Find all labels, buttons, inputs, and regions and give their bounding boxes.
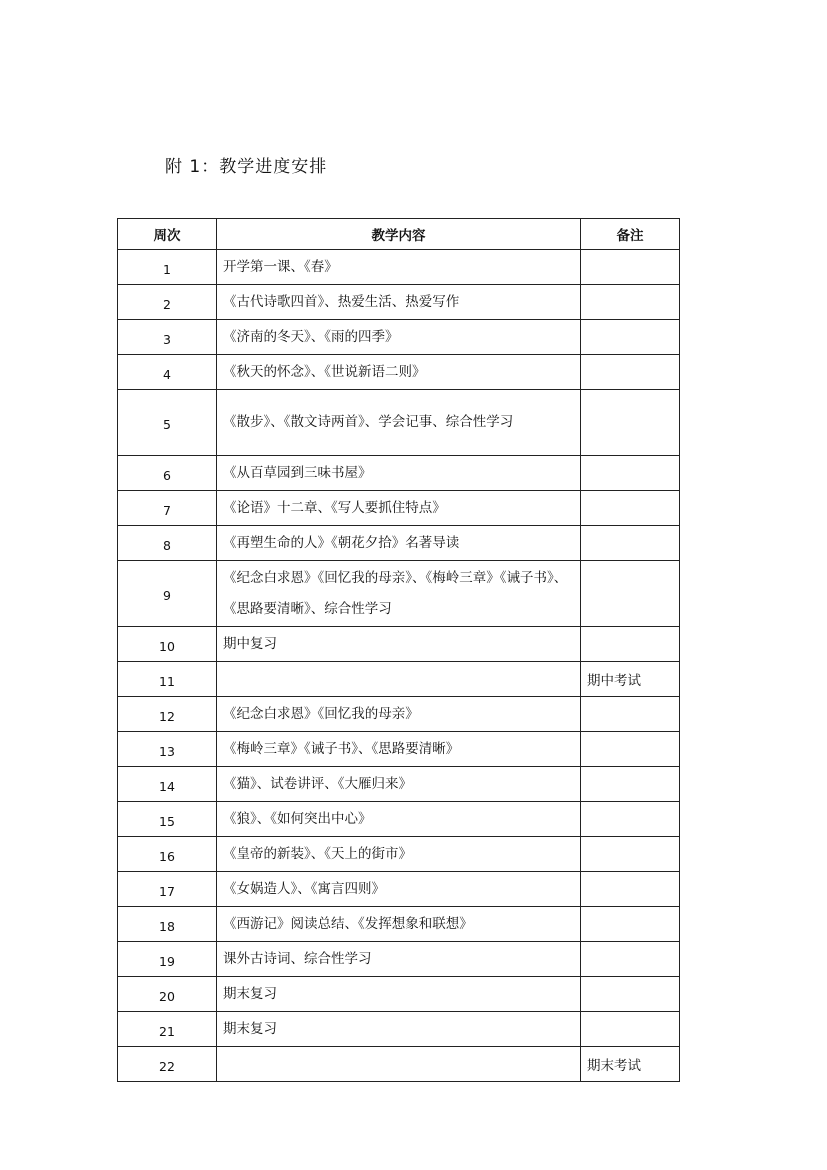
week-cell: 2 bbox=[118, 285, 217, 320]
note-cell bbox=[581, 977, 680, 1012]
table-row bbox=[118, 942, 680, 977]
header-note: 备注 bbox=[581, 219, 680, 250]
content-cell bbox=[217, 662, 581, 697]
note-cell bbox=[581, 355, 680, 390]
note-cell bbox=[581, 802, 680, 837]
table-row bbox=[118, 1012, 680, 1047]
week-cell: 8 bbox=[118, 526, 217, 561]
content-cell: 《古代诗歌四首》、热爱生活、热爱写作 bbox=[217, 285, 581, 320]
week-cell: 15 bbox=[118, 802, 217, 837]
content-cell: 《狼》、《如何突出中心》 bbox=[217, 802, 581, 837]
content-cell: 《从百草园到三味书屋》 bbox=[217, 456, 581, 491]
content-cell: 开学第一课、《春》 bbox=[217, 250, 581, 285]
content-cell: 《论语》十二章、《写人要抓住特点》 bbox=[217, 491, 581, 526]
table-row bbox=[118, 697, 680, 732]
week-cell: 16 bbox=[118, 837, 217, 872]
week-cell: 17 bbox=[118, 872, 217, 907]
week-cell: 18 bbox=[118, 907, 217, 942]
table-row bbox=[118, 491, 680, 526]
note-cell bbox=[581, 250, 680, 285]
content-cell bbox=[217, 1047, 581, 1082]
content-cell: 期末复习 bbox=[217, 1012, 581, 1047]
week-cell: 22 bbox=[118, 1047, 217, 1082]
week-cell: 12 bbox=[118, 697, 217, 732]
week-cell: 21 bbox=[118, 1012, 217, 1047]
table-body bbox=[118, 250, 680, 1082]
note-cell bbox=[581, 767, 680, 802]
week-cell: 7 bbox=[118, 491, 217, 526]
week-cell: 9 bbox=[118, 561, 217, 627]
note-cell bbox=[581, 285, 680, 320]
note-cell bbox=[581, 456, 680, 491]
note-cell bbox=[581, 697, 680, 732]
table-row bbox=[118, 767, 680, 802]
content-cell: 《皇帝的新装》、《天上的街市》 bbox=[217, 837, 581, 872]
week-cell: 14 bbox=[118, 767, 217, 802]
content-cell: 《纪念白求恩》《回忆我的母亲》、《梅岭三章》《诫子书》、《思路要清晰》、综合性学习 bbox=[217, 561, 581, 627]
week-cell: 6 bbox=[118, 456, 217, 491]
table-row bbox=[118, 456, 680, 491]
content-cell: 《猫》、试卷讲评、《大雁归来》 bbox=[217, 767, 581, 802]
content-cell: 期末复习 bbox=[217, 977, 581, 1012]
table-row bbox=[118, 250, 680, 285]
note-cell bbox=[581, 837, 680, 872]
week-cell: 5 bbox=[118, 390, 217, 456]
note-cell bbox=[581, 1012, 680, 1047]
note-cell bbox=[581, 732, 680, 767]
week-cell: 10 bbox=[118, 627, 217, 662]
table-header-row bbox=[118, 219, 680, 250]
note-cell bbox=[581, 627, 680, 662]
table-row bbox=[118, 977, 680, 1012]
table-row bbox=[118, 355, 680, 390]
note-cell bbox=[581, 526, 680, 561]
note-cell bbox=[581, 390, 680, 456]
header-week: 周次 bbox=[118, 219, 217, 250]
content-cell: 《再塑生命的人》《朝花夕拾》名著导读 bbox=[217, 526, 581, 561]
page-title: 附 1：教学进度安排 bbox=[165, 157, 328, 177]
table-row bbox=[118, 526, 680, 561]
note-cell: 期中考试 bbox=[581, 662, 680, 697]
note-cell bbox=[581, 942, 680, 977]
header-content: 教学内容 bbox=[217, 219, 581, 250]
content-cell: 课外古诗词、综合性学习 bbox=[217, 942, 581, 977]
table-row bbox=[118, 907, 680, 942]
table-row bbox=[118, 1047, 680, 1082]
content-cell: 《秋天的怀念》、《世说新语二则》 bbox=[217, 355, 581, 390]
note-cell bbox=[581, 561, 680, 627]
week-cell: 3 bbox=[118, 320, 217, 355]
table-row bbox=[118, 627, 680, 662]
table-row bbox=[118, 561, 680, 627]
content-cell: 《西游记》阅读总结、《发挥想象和联想》 bbox=[217, 907, 581, 942]
content-cell: 《纪念白求恩》《回忆我的母亲》 bbox=[217, 697, 581, 732]
week-cell: 4 bbox=[118, 355, 217, 390]
table-row bbox=[118, 837, 680, 872]
table-row bbox=[118, 320, 680, 355]
content-cell: 《散步》、《散文诗两首》、学会记事、综合性学习 bbox=[217, 390, 581, 456]
table-row bbox=[118, 285, 680, 320]
content-cell: 《女娲造人》、《寓言四则》 bbox=[217, 872, 581, 907]
table-row bbox=[118, 872, 680, 907]
content-cell: 期中复习 bbox=[217, 627, 581, 662]
note-cell bbox=[581, 320, 680, 355]
schedule-table bbox=[117, 218, 680, 1082]
content-cell: 《梅岭三章》《诫子书》、《思路要清晰》 bbox=[217, 732, 581, 767]
week-cell: 20 bbox=[118, 977, 217, 1012]
note-cell: 期末考试 bbox=[581, 1047, 680, 1082]
week-cell: 19 bbox=[118, 942, 217, 977]
week-cell: 11 bbox=[118, 662, 217, 697]
table-row bbox=[118, 802, 680, 837]
week-cell: 1 bbox=[118, 250, 217, 285]
table-row bbox=[118, 390, 680, 456]
note-cell bbox=[581, 907, 680, 942]
content-cell: 《济南的冬天》、《雨的四季》 bbox=[217, 320, 581, 355]
note-cell bbox=[581, 491, 680, 526]
week-cell: 13 bbox=[118, 732, 217, 767]
note-cell bbox=[581, 872, 680, 907]
table-row bbox=[118, 662, 680, 697]
table-row bbox=[118, 732, 680, 767]
